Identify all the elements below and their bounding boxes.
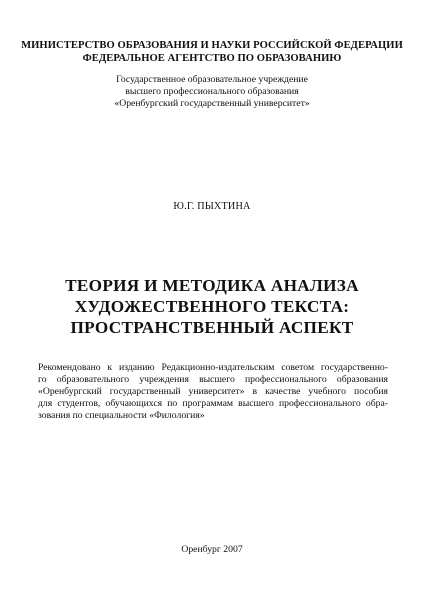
institution-line-1: Государственное образовательное учреждение <box>116 74 308 85</box>
institution-line-2: высшего профессионального образования <box>125 86 299 97</box>
title-line-3: ПРОСТРАНСТВЕННЫЙ АСПЕКТ <box>70 318 354 337</box>
city-year: Оренбург 2007 <box>181 544 243 555</box>
recommendation-line-4: для студентов, обучающихся по программам высшего профессионального обра- <box>38 397 388 409</box>
institution-line-3: «Оренбургский государственный университет» <box>114 98 310 109</box>
recommendation-line-2: го образовательного учреждения высшего профессионального образования <box>38 373 388 385</box>
recommendation-line-5: зования по специальности «Филология» <box>38 409 205 421</box>
recommendation-line-1: Рекомендовано к изданию Редакционно-издательским советом государственно- <box>38 362 388 373</box>
title-line-1: ТЕОРИЯ И МЕТОДИКА АНАЛИЗА <box>65 276 359 295</box>
recommendation-line-3: «Оренбургский государственный университет» в качестве учебного пособия <box>38 385 388 397</box>
ministry-heading: МИНИСТЕРСТВО ОБРАЗОВАНИЯ И НАУКИ РОССИЙСКОЙ ФЕДЕРАЦИИ <box>21 40 403 51</box>
agency-heading: ФЕДЕРАЛЬНОЕ АГЕНТСТВО ПО ОБРАЗОВАНИЮ <box>82 53 342 64</box>
author-name: Ю.Г. ПЫХТИНА <box>173 201 251 212</box>
title-line-2: ХУДОЖЕСТВЕННОГО ТЕКСТА: <box>74 297 350 316</box>
recommendation-text <box>38 362 388 422</box>
